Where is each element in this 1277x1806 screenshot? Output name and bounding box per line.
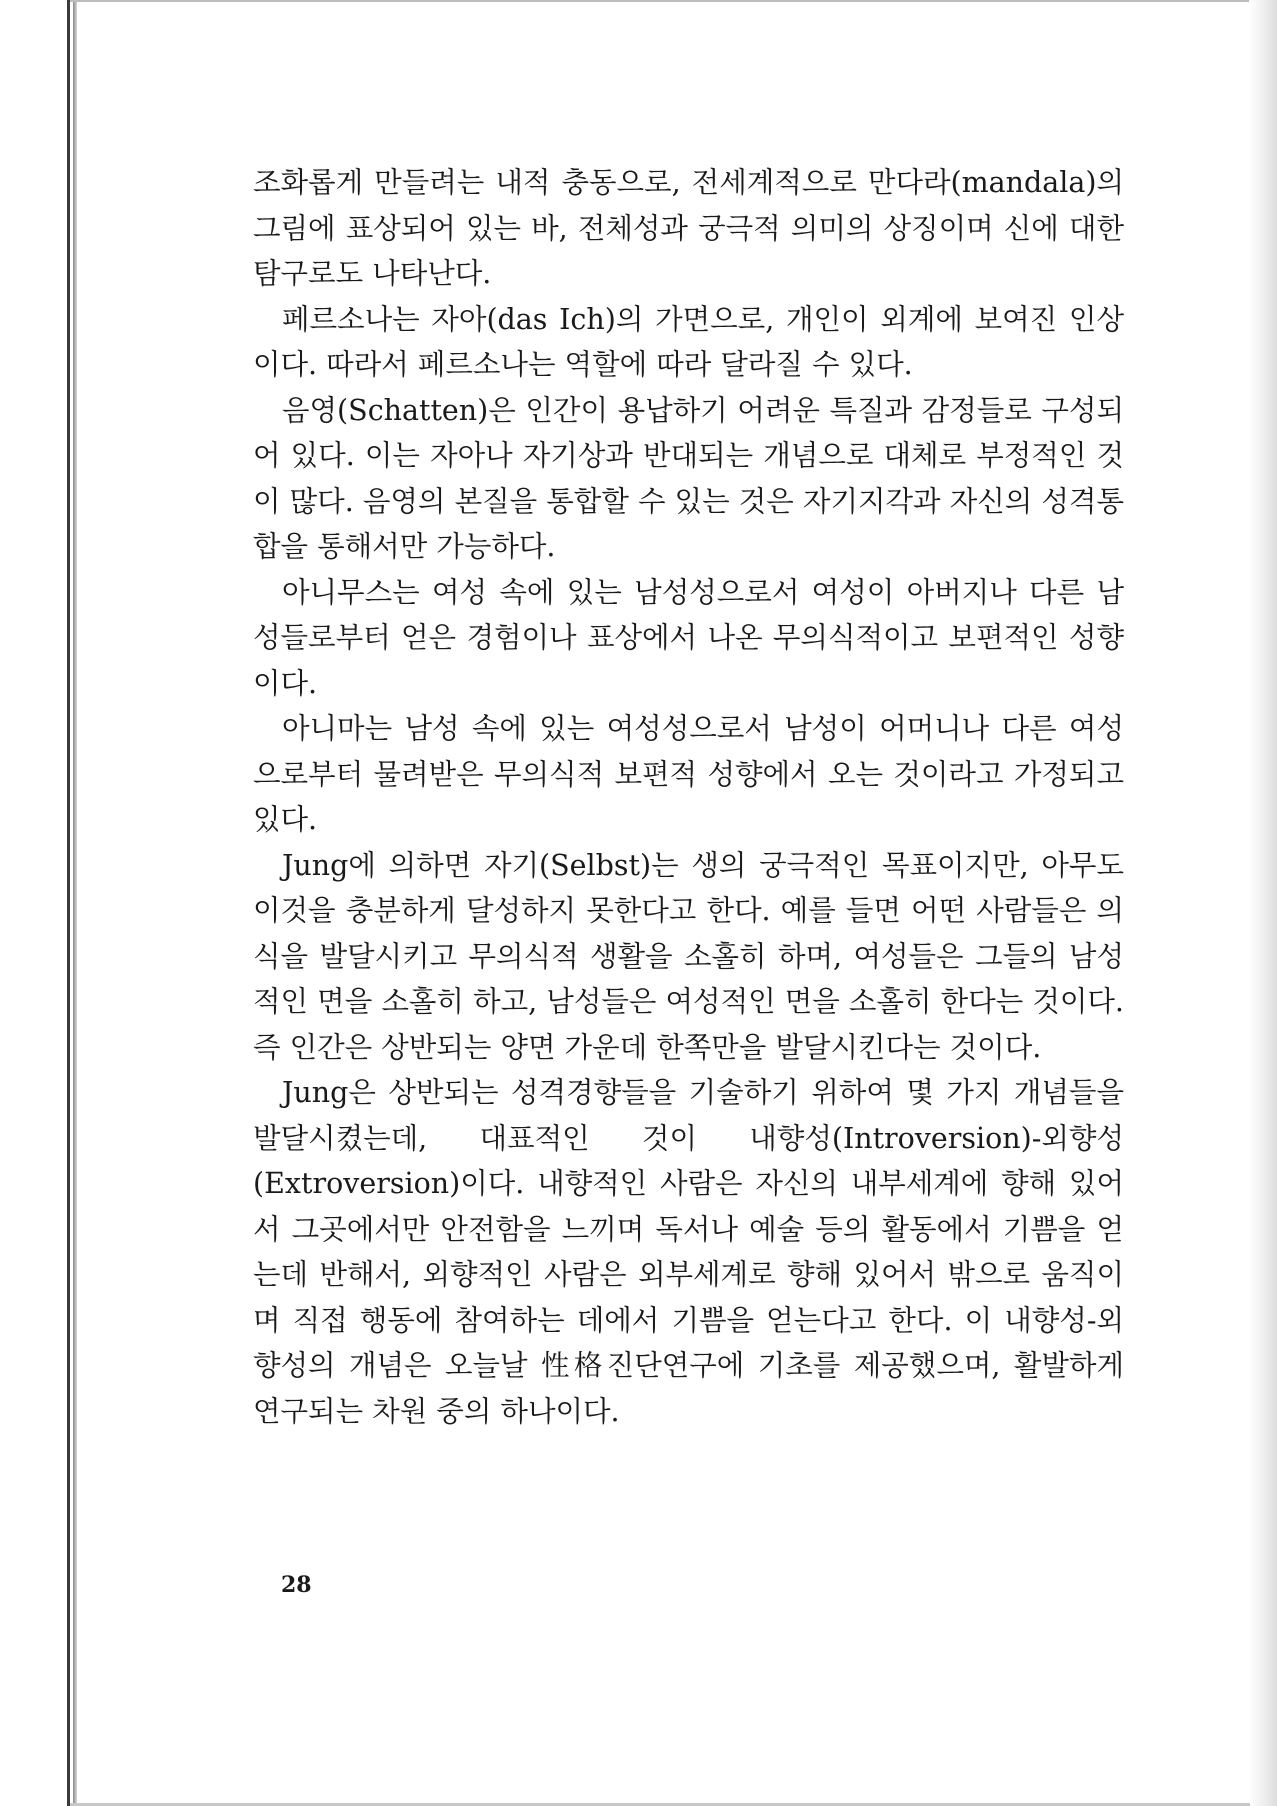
body-text xyxy=(253,160,1124,1434)
paragraph-persona: 페르소나는 자아(das Ich)의 가면으로, 개인이 외계에 보여진 인상이다. 따라서 페르소나는 역할에 따라 달라질 수 있다. xyxy=(253,302,1124,381)
paragraph-anima: 아니마는 남성 속에 있는 여성성으로서 남성이 어머니나 다른 여성으로부터 물려받은 무의식적 보편적 성향에서 오는 것이라고 가정되고 있다. xyxy=(253,712,1124,836)
paragraph-self: Jung에 의하면 자기(Selbst)는 생의 궁극적인 목표이지만, 아무도 이것을 충분하게 달성하지 못한다고 한다. 예를 들면 어떤 사람들은 의식을 발달시키고 무의식적 생활을 소홀히 하며, 여성들은 그들의 남성적인 면을 소홀히 하고, 남성들은 여성적인 면을 소홀히 한다는 것이다. 즉 인간은 상반되는 양면 가운데 한쪽만을 발달시킨다는 것이다. xyxy=(253,848,1124,1064)
paragraph-shadow: 음영(Schatten)은 인간이 용납하기 어려운 특질과 감정들로 구성되어 있다. 이는 자아나 자기상과 반대되는 개념으로 대체로 부정적인 것이 많다. 음영의 본질을 통합할 수 있는 것은 자기지각과 자신의 성격통합을 통해서만 가능하다. xyxy=(253,393,1124,563)
page-top-edge xyxy=(70,0,1250,2)
page-binding-shadow xyxy=(73,0,77,1806)
page-number: 28 xyxy=(281,1572,312,1598)
paragraph-introversion-extroversion: Jung은 상반되는 성격경향들을 기술하기 위하여 몇 가지 개념들을 발달시켰는데, 대표적인 것이 내향성(Introversion)-외향성(Extroversion)이다. 내향적인 사람은 자신의 내부세계에 향해 있어서 그곳에서만 안전함을 느끼며 독서나 예술 등의 활동에서 기쁨을 얻는데 반해서, 외향적인 사람은 외부세계로 향해 있어서 밖으로 움직이며 직접 행동에 참여하는 데에서 기쁨을 얻는다고 한다. 이 내향성-외향성의 개념은 오늘날 性格진단연구에 기초를 제공했으며, 활발하게 연구되는 차원 중의 하나이다. xyxy=(253,1076,1124,1428)
page-right-shadow xyxy=(1249,0,1277,1806)
paragraph-animus: 아니무스는 여성 속에 있는 남성성으로서 여성이 아버지나 다른 남성들로부터 얻은 경험이나 표상에서 나온 무의식적이고 보편적인 성향이다. xyxy=(253,575,1124,700)
paragraph-mandala: 조화롭게 만들려는 내적 충동으로, 전세계적으로 만다라(mandala)의 그림에 표상되어 있는 바, 전체성과 궁극적 의미의 상징이며 신에 대한 탐구로도 나타난다. xyxy=(253,166,1124,290)
page-binding-edge xyxy=(67,0,70,1806)
